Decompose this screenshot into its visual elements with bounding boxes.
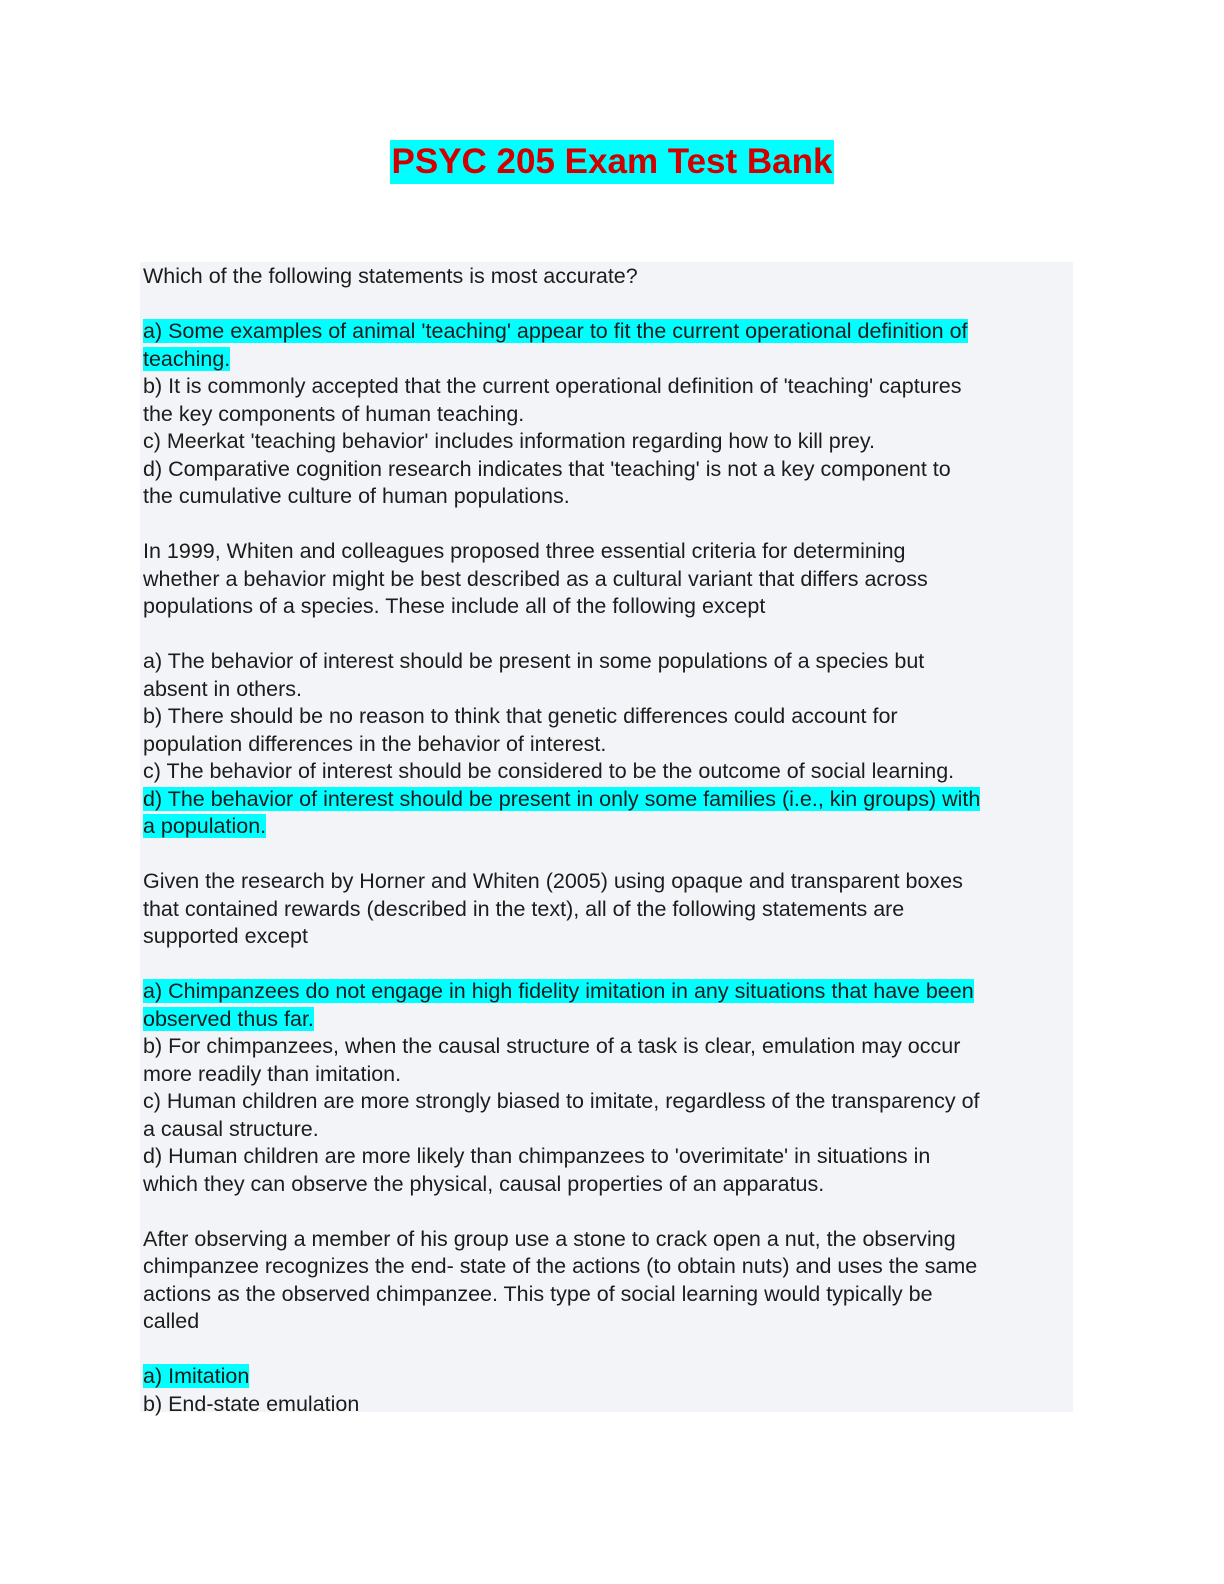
question-stem	[143, 868, 1073, 951]
question-stem-line: In 1999, Whiten and colleagues proposed three essential criteria for determining	[143, 539, 906, 563]
answer-option-text: a) Some examples of animal 'teaching' appear to fit the current operational definition of	[143, 319, 968, 343]
answer-option-text: a) Chimpanzees do not engage in high fidelity imitation in any situations that have been	[143, 979, 974, 1003]
question-stem-line: that contained rewards (described in the text), all of the following statements are	[143, 896, 905, 921]
spacer	[143, 1336, 1073, 1364]
answer-option-text: observed thus far.	[143, 1006, 314, 1031]
answer-option-text: c) The behavior of interest should be considered to be the outcome of social learning.	[143, 759, 955, 783]
question-stem	[143, 538, 1073, 621]
question-block	[143, 538, 1073, 868]
question-stem-line: chimpanzee recognizes the end- state of the actions (to obtain nuts) and uses the same	[143, 1254, 978, 1278]
question-stem	[143, 263, 1073, 291]
answer-option-text: the cumulative culture of human populations.	[143, 484, 570, 508]
question-block	[143, 263, 1073, 538]
answer-option-text: a causal structure.	[143, 1116, 319, 1141]
spacer	[143, 511, 1073, 539]
answer-option	[143, 1391, 1073, 1419]
question-stem-line: populations of a species. These include all of the following except	[143, 594, 766, 618]
answer-option-text: b) End-state emulation	[143, 1391, 360, 1416]
answer-option	[143, 456, 1073, 511]
spacer	[143, 1198, 1073, 1226]
answer-option-correct	[143, 318, 1073, 373]
question-list	[143, 263, 1073, 1418]
spacer	[143, 951, 1073, 979]
answer-option-text: b) There should be no reason to think that genetic differences could account for	[143, 704, 898, 728]
answer-option-text: absent in others.	[143, 676, 302, 701]
question-stem-line: Which of the following statements is most accurate?	[143, 264, 638, 288]
answer-option	[143, 373, 1073, 428]
answer-option	[143, 758, 1073, 786]
answer-option-correct	[143, 978, 1073, 1033]
question-stem-line: supported except	[143, 924, 308, 948]
answer-option-text: b) It is commonly accepted that the current operational definition of 'teaching' captures	[143, 374, 962, 398]
answer-option-text: population differences in the behavior of interest.	[143, 731, 607, 756]
answer-option-text: c) Human children are more strongly biased to imitate, regardless of the transparency of	[143, 1089, 980, 1113]
answer-option-correct	[143, 1363, 1073, 1391]
spacer	[143, 621, 1073, 649]
answer-option-text: a) The behavior of interest should be present in some populations of a species but	[143, 649, 925, 673]
spacer	[143, 841, 1073, 869]
question-block	[143, 868, 1073, 1226]
question-stem-line: actions as the observed chimpanzee. This type of social learning would typically be	[143, 1281, 933, 1306]
answer-option-text: a population.	[143, 814, 267, 838]
question-stem-line: whether a behavior might be best described as a cultural variant that differs across	[143, 566, 928, 591]
answer-option-text: b) For chimpanzees, when the causal structure of a task is clear, emulation may occur	[143, 1034, 961, 1058]
answer-option-text: a) Imitation	[143, 1364, 250, 1388]
answer-option-text: more readily than imitation.	[143, 1061, 402, 1086]
answer-option	[143, 428, 1073, 456]
page-title: PSYC 205 Exam Test Bank	[390, 140, 835, 184]
answer-option-text: d) The behavior of interest should be present in only some families (i.e., kin groups) with	[143, 786, 981, 811]
page-title-container	[0, 140, 1224, 184]
question-stem-line: called	[143, 1309, 200, 1333]
question-stem-line: After observing a member of his group use a stone to crack open a nut, the observing	[143, 1226, 956, 1251]
answer-option-text: the key components of human teaching.	[143, 401, 525, 426]
answer-option	[143, 1033, 1073, 1088]
answer-option	[143, 703, 1073, 758]
answer-option-text: which they can observe the physical, causal properties of an apparatus.	[143, 1171, 825, 1196]
answer-option-text: teaching.	[143, 346, 231, 371]
answer-option-text: c) Meerkat 'teaching behavior' includes information regarding how to kill prey.	[143, 429, 876, 453]
answer-option-correct	[143, 786, 1073, 841]
question-stem	[143, 1226, 1073, 1336]
answer-option-text: d) Comparative cognition research indicates that 'teaching' is not a key component to	[143, 456, 951, 481]
answer-option	[143, 648, 1073, 703]
answer-option	[143, 1143, 1073, 1198]
question-stem-line: Given the research by Horner and Whiten (2005) using opaque and transparent boxes	[143, 869, 963, 893]
answer-option-text: d) Human children are more likely than chimpanzees to 'overimitate' in situations in	[143, 1144, 931, 1168]
answer-option	[143, 1088, 1073, 1143]
spacer	[143, 291, 1073, 319]
question-block	[143, 1226, 1073, 1419]
